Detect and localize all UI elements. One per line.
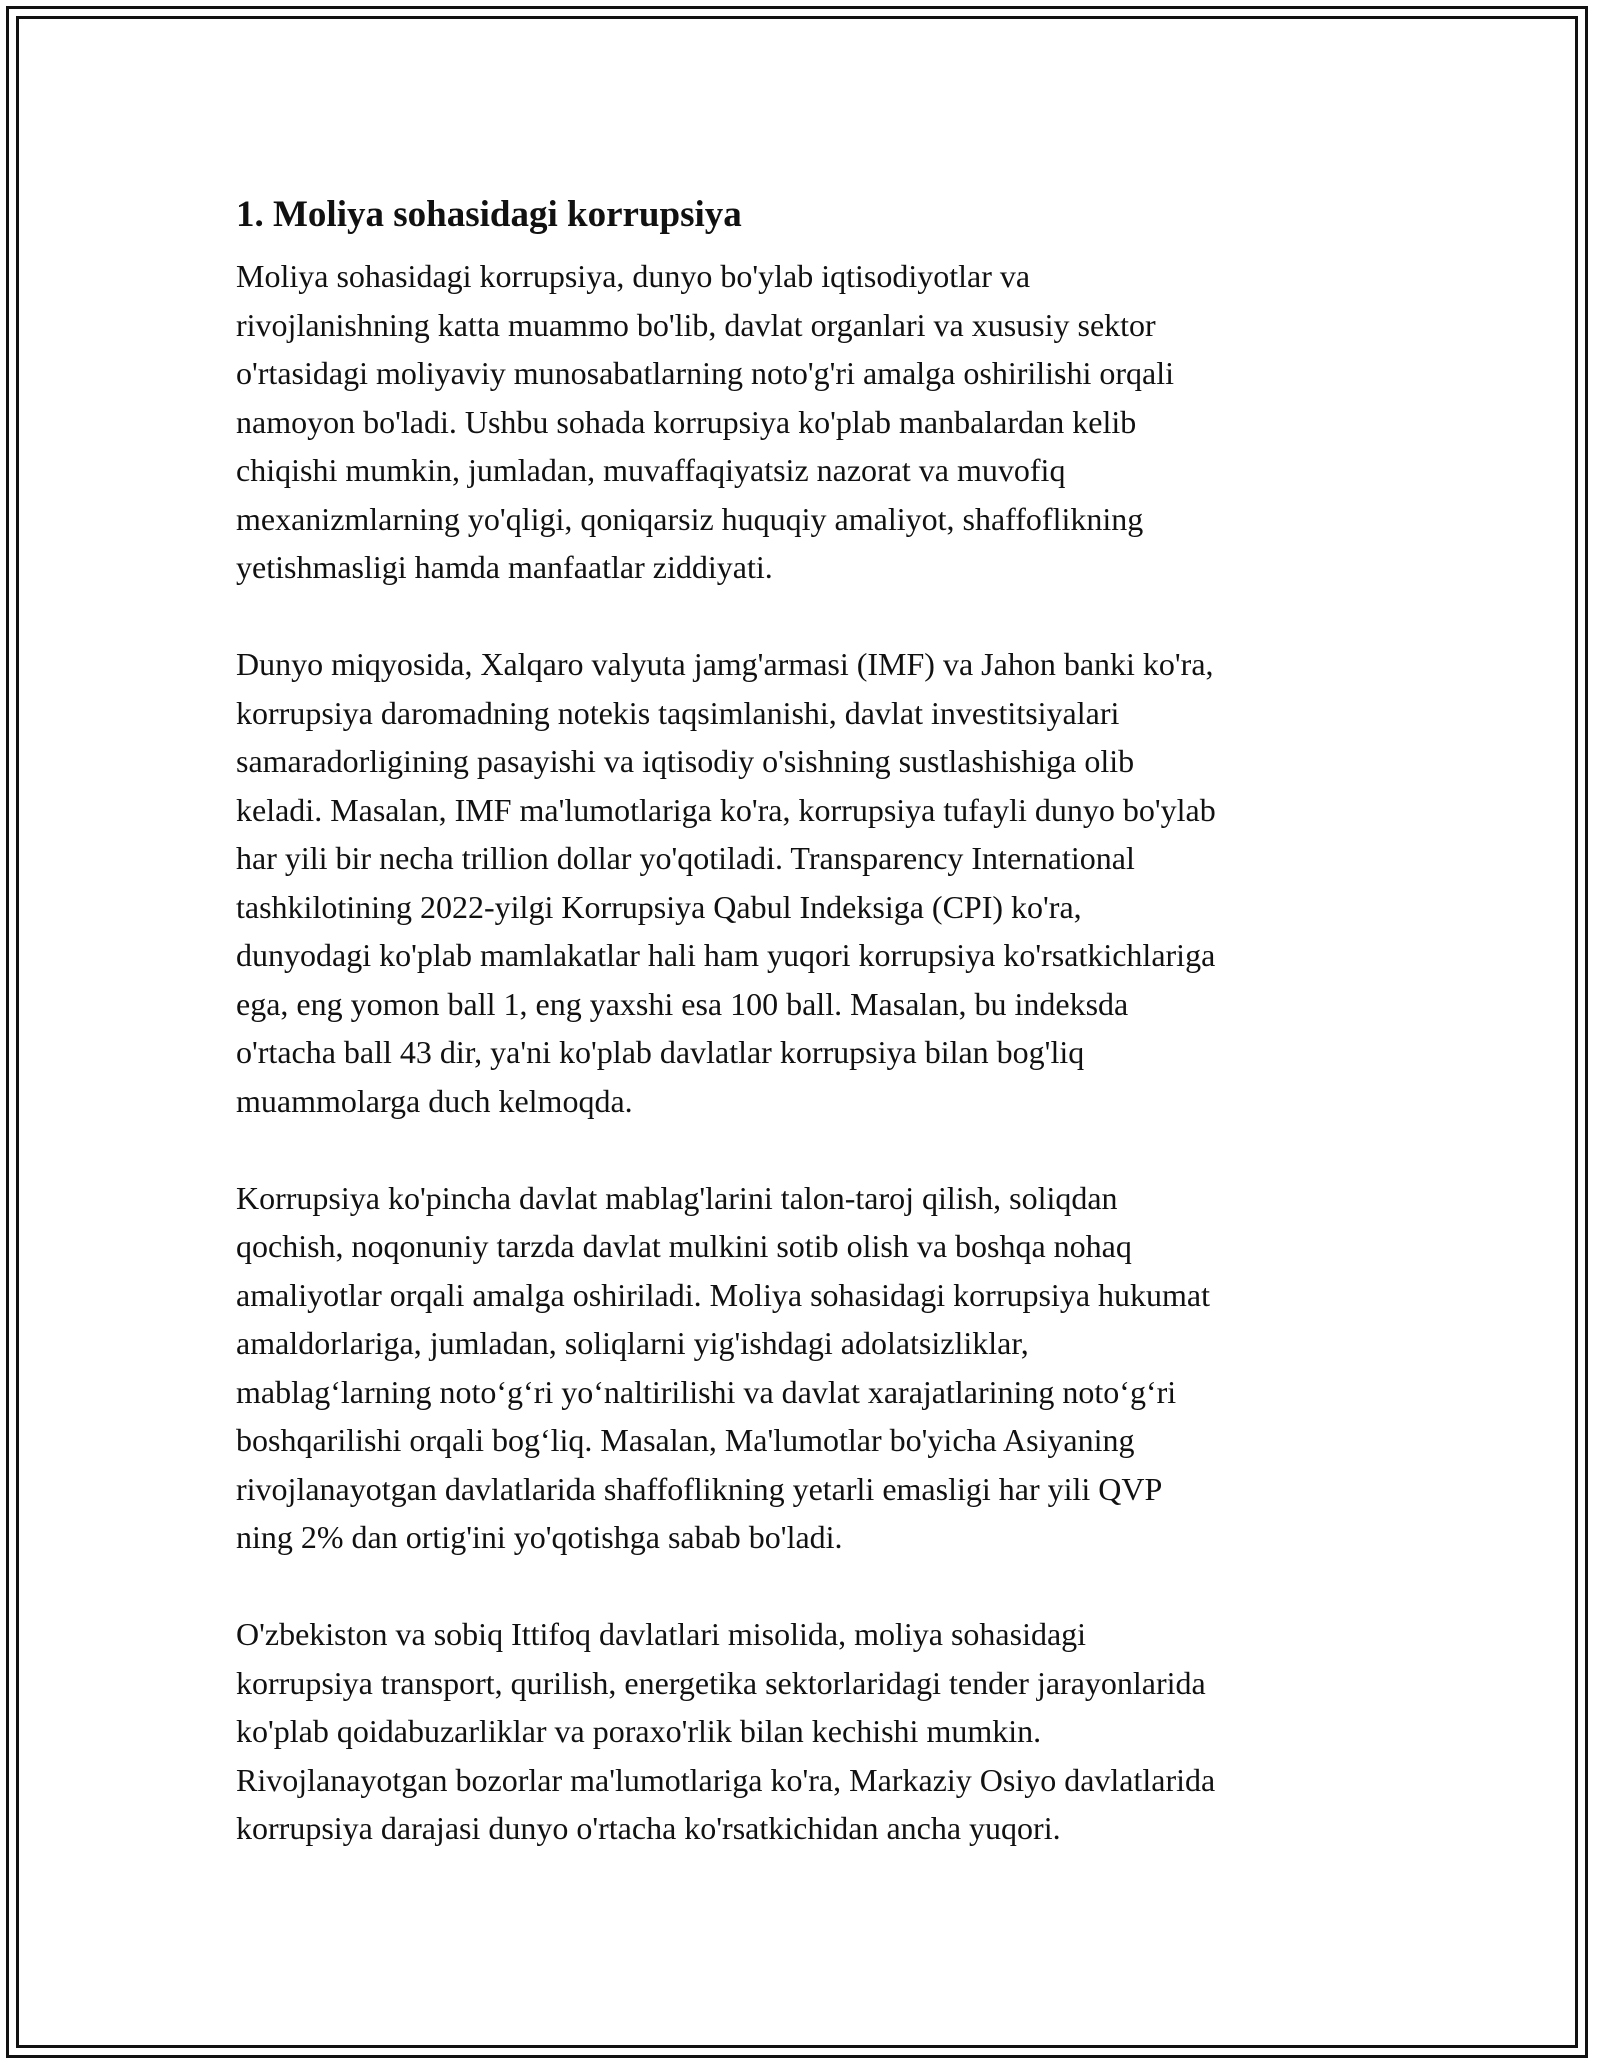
- text-line: rivojlanayotgan davlatlarida shaffoflikning yetarli emasligi har yili QVP: [236, 1470, 1163, 1507]
- text-line: o'rtacha ball 43 dir, ya'ni ko'plab davlatlar korrupsiya bilan bog'liq: [236, 1034, 1085, 1070]
- text-line: mablag‘larning noto‘g‘ri yo‘naltirilishi va davlat xarajatlarining noto‘g‘ri: [236, 1373, 1177, 1410]
- text-line: yetishmasligi hamda manfaatlar ziddiyati.: [236, 549, 773, 585]
- text-line: korrupsiya darajasi dunyo o'rtacha ko'rsatkichidan ancha yuqori.: [236, 1810, 1061, 1846]
- text-line: Rivojlanayotgan bozorlar ma'lumotlariga ko'ra, Markaziy Osiyo davlatlarida: [236, 1761, 1216, 1798]
- text-line: dunyodagi ko'plab mamlakatlar hali ham yuqori korrupsiya ko'rsatkichlariga: [236, 937, 1216, 973]
- text-line: tashkilotining 2022-yilgi Korrupsiya Qabul Indeksiga (CPI) ko'ra,: [236, 888, 1082, 925]
- paragraph-4: [236, 1610, 1366, 1853]
- text-line: ega, eng yomon ball 1, eng yaxshi esa 100 ball. Masalan, bu indeksda: [236, 985, 1129, 1022]
- text-line: namoyon bo'ladi. Ushbu sohada korrupsiya ko'plab manbalardan kelib: [236, 403, 1137, 440]
- text-line: amaliyotlar orqali amalga oshiriladi. Moliya sohasidagi korrupsiya hukumat: [236, 1276, 1210, 1313]
- text-line: samaradorligining pasayishi va iqtisodiy o'sishning sustlashishiga olib: [236, 743, 1135, 779]
- text-line: korrupsiya transport, qurilish, energetika sektorlaridagi tender jarayonlarida: [236, 1664, 1206, 1701]
- text-line: Dunyo miqyosida, Xalqaro valyuta jamg'armasi (IMF) va Jahon banki ko'ra,: [236, 646, 1214, 682]
- text-line: ning 2% dan ortig'ini yo'qotishga sabab bo'ladi.: [236, 1519, 843, 1555]
- text-line: rivojlanishning katta muammo bo'lib, davlat organlari va xususiy sektor: [236, 306, 1156, 343]
- text-line: korrupsiya daromadning notekis taqsimlanishi, davlat investitsiyalari: [236, 694, 1120, 731]
- paragraph-3: [236, 1174, 1366, 1562]
- paragraph-1: [236, 252, 1366, 592]
- text-line: Korrupsiya ko'pincha davlat mablag'larini talon-taroj qilish, soliqdan: [236, 1179, 1118, 1216]
- text-line: mexanizmlarning yo'qligi, qoniqarsiz huquqiy amaliyot, shaffoflikning: [236, 500, 1144, 537]
- text-line: boshqarilishi orqali bog‘liq. Masalan, Ma'lumotlar bo'yicha Asiyaning: [236, 1422, 1135, 1458]
- text-line: Moliya sohasidagi korrupsiya, dunyo bo'ylab iqtisodiyotlar va: [236, 258, 1031, 294]
- text-line: o'rtasidagi moliyaviy munosabatlarning noto'g'ri amalga oshirilishi orqali: [236, 355, 1175, 391]
- text-line: amaldorlariga, jumladan, soliqlarni yig'ishdagi adolatsizliklar,: [236, 1325, 1029, 1361]
- document-body: [236, 186, 1366, 1901]
- text-line: keladi. Masalan, IMF ma'lumotlariga ko'ra, korrupsiya tufayli dunyo bo'ylab: [236, 791, 1216, 828]
- text-line: muammolarga duch kelmoqda.: [236, 1082, 633, 1119]
- text-line: O'zbekiston va sobiq Ittifoq davlatlari misolida, moliya sohasidagi: [236, 1616, 1087, 1652]
- text-line: chiqishi mumkin, jumladan, muvaffaqiyatsiz nazorat va muvofiq: [236, 452, 1066, 488]
- text-line: har yili bir necha trillion dollar yo'qotiladi. Transparency International: [236, 840, 1135, 876]
- text-line: qochish, noqonuniy tarzda davlat mulkini sotib olish va boshqa nohaq: [236, 1228, 1132, 1264]
- section-heading: 1. Moliya sohasidagi korrupsiya: [236, 194, 742, 235]
- text-line: ko'plab qoidabuzarliklar va poraxo'rlik bilan kechishi mumkin.: [236, 1713, 1042, 1749]
- paragraph-2: [236, 640, 1366, 1125]
